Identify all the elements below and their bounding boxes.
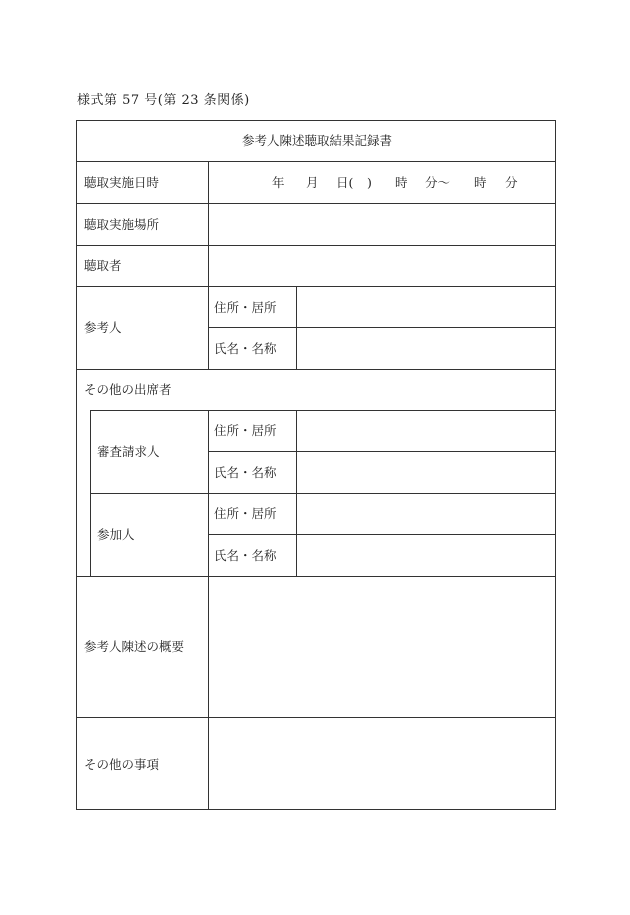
indent-divider — [90, 410, 91, 576]
form-title: 参考人陳述聴取結果記録書 — [241, 133, 392, 148]
month-unit: 月 — [306, 175, 319, 190]
end-hour-unit: 時 — [474, 175, 487, 190]
place-label: 聴取実施場所 — [84, 217, 160, 232]
other-matters-entry-field[interactable] — [209, 718, 555, 809]
summary-label: 参考人陳述の概要 — [84, 639, 185, 654]
requester-label: 審査請求人 — [97, 444, 160, 459]
weekday-paren-close: ) — [367, 175, 372, 190]
witness-address-label: 住所・居所 — [214, 300, 277, 315]
participant-address-field[interactable] — [297, 494, 555, 534]
place-entry-field[interactable] — [209, 204, 555, 245]
interviewer-label: 聴取者 — [84, 258, 122, 273]
datetime-label: 聴取実施日時 — [84, 175, 160, 190]
witness-name-label: 氏名・名称 — [214, 341, 277, 356]
witness-address-field[interactable] — [297, 287, 555, 327]
requester-name-field[interactable] — [297, 452, 555, 493]
other-attendees-label: その他の出席者 — [84, 382, 172, 397]
participant-label: 参加人 — [97, 527, 135, 542]
requester-address-field[interactable] — [297, 411, 555, 451]
end-minute-unit: 分 — [505, 175, 518, 190]
other-matters-label: その他の事項 — [84, 757, 160, 772]
interviewer-entry-field[interactable] — [209, 246, 555, 286]
participant-address-label: 住所・居所 — [214, 506, 277, 521]
start-hour-unit: 時 — [395, 175, 408, 190]
record-form-table — [76, 120, 556, 810]
requester-address-label: 住所・居所 — [214, 423, 277, 438]
form-number: 様式第 57 号(第 23 条関係) — [77, 93, 250, 108]
requester-name-label: 氏名・名称 — [214, 465, 277, 480]
participant-name-label: 氏名・名称 — [214, 548, 277, 563]
summary-entry-field[interactable] — [209, 577, 555, 717]
day-unit: 日( — [336, 175, 354, 190]
start-minute-unit: 分〜 — [425, 175, 451, 190]
witness-name-field[interactable] — [297, 328, 555, 369]
year-unit: 年 — [272, 175, 285, 190]
row-divider — [77, 161, 555, 162]
participant-name-field[interactable] — [297, 535, 555, 576]
row-divider — [77, 369, 555, 370]
witness-label: 参考人 — [84, 320, 122, 335]
